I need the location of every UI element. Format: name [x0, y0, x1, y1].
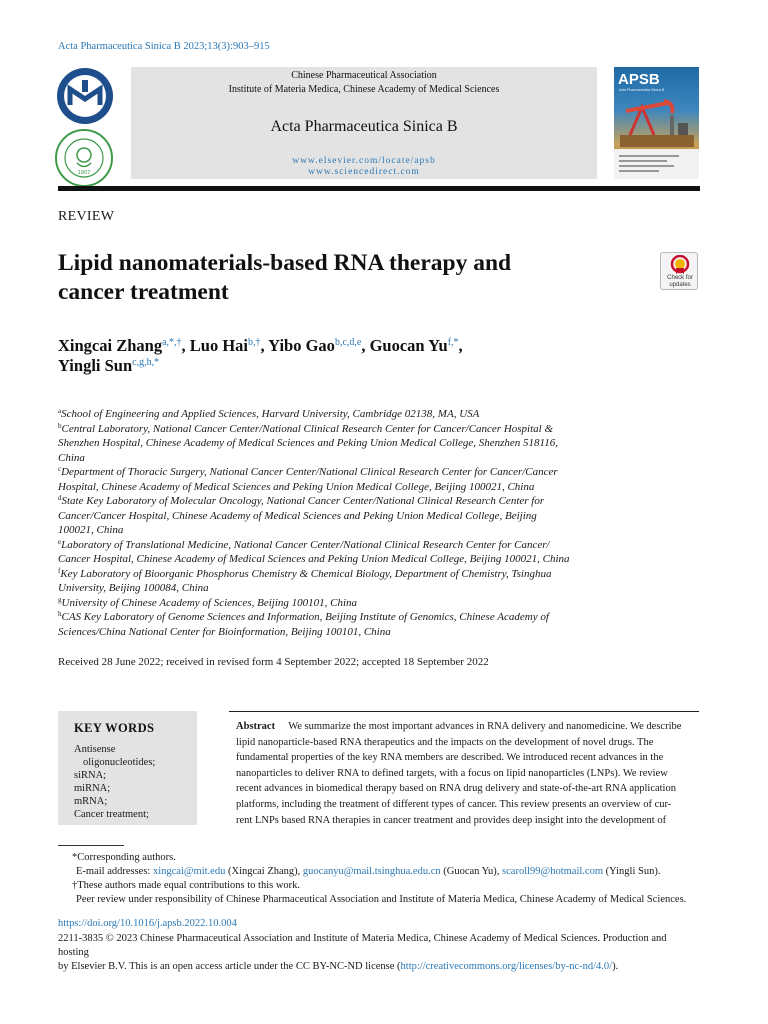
email-link[interactable]: xingcai@mit.edu	[152, 866, 226, 877]
peer-review-note: Peer review under responsibility of Chinese Pharmaceutical Association and Institute of Materia Medica, Chinese Academy of Medical Sciences.	[76, 894, 687, 905]
journal-title: Acta Pharmaceutica Sinica B	[270, 118, 458, 135]
affiliation-line: $^c$Department of Thoracic Surgery, National Cancer Center/National Clinical Research Center for Cancer/Cancer	[58, 465, 558, 478]
affiliation-line: $^h$CAS Key Laboratory of Genome Sciences and Information, Beijing Institute of Genomics, Chinese Academy of	[58, 610, 549, 623]
affiliation-line: University, Beijing 100084, China	[58, 582, 209, 594]
affiliation-line: $^a$School of Engineering and Applied Sciences, Harvard University, Cambridge 02138, MA, USA	[58, 407, 480, 420]
affiliation-line: $^d$State Key Laboratory of Molecular Oncology, National Cancer Center/National Clinical Research Center for	[58, 494, 545, 507]
abstract-line: We summarize the most important advances in RNA delivery and nanomedicine. We describe	[288, 721, 682, 732]
keyword-item: oligonucleotides;	[83, 757, 156, 768]
sciencedirect-url-link[interactable]: www.sciencedirect.com	[308, 167, 420, 177]
affiliation-key: e	[58, 537, 62, 546]
cover-title: APSB	[618, 71, 660, 88]
cover-subtitle: Acta Pharmaceutica Sinica B	[619, 88, 665, 92]
license-statement: 2211-3835 © 2023 Chinese Pharmaceutical Association and Institute of Materia Medica, Chinese Academy of Medical Sciences. Production and hosting by Elsevier B.V. This is an open access article under the CC BY-NC-ND license (http://creativecommons.org/licenses/by-nc-nd/4.0/).	[58, 933, 667, 972]
author-name: Yibo Gao	[268, 336, 335, 355]
email-link[interactable]: scaroll99@hotmail.com	[502, 866, 603, 877]
author-affiliation-marks: c,g,h,*	[132, 357, 160, 368]
affiliation-line: 100021, China	[58, 524, 124, 536]
association-line-2: Institute of Materia Medica, Chinese Academy of Medical Sciences	[228, 84, 500, 95]
keyword-item: mRNA;	[74, 796, 108, 807]
cover-footer	[614, 149, 699, 179]
email-addresses: E-mail addresses: xingcai@mit.edu (Xingcai Zhang), guocanyu@mail.tsinghua.edu.cn (Guocan Yu), scaroll99@hotmail.com (Yingli Sun).	[76, 866, 661, 877]
author-name: Luo Hai	[189, 336, 249, 355]
abstract-divider	[229, 711, 699, 712]
author-name: Yingli Sun	[58, 356, 133, 375]
license-link[interactable]: http://creativecommons.org/licenses/by-nc-nd/4.0/	[400, 961, 613, 972]
affiliation-line: Sciences/China National Center for Bioinformation, Beijing 100101, China	[58, 625, 391, 638]
affiliation-key: h	[58, 610, 62, 618]
affiliation-line: Hospital, Chinese Academy of Medical Sciences and Peking Union Medical College, Beijing 100021, China	[58, 480, 535, 493]
abstract-line: lipid nanoparticle-based RNA therapeutics and the impacts on the development of novel drugs. The	[236, 736, 654, 748]
abstract-line: rent LNPs based RNA therapies in cancer treatment and provides deep insight into the development of	[236, 814, 667, 826]
author-affiliation-marks: b,c,d,e	[334, 337, 362, 348]
journal-cover-image	[614, 67, 699, 179]
author-name: Xingcai Zhang	[58, 336, 163, 355]
doi-link[interactable]: https://doi.org/10.1016/j.apsb.2022.10.004	[58, 918, 237, 929]
seal-year: 1907	[77, 170, 91, 176]
affiliation-line: $^f$Key Laboratory of Bioorganic Phosphorus Chemistry & Chemical Biology, Department of Chemistry, Tsinghua	[58, 566, 552, 580]
abstract-line: nanoparticles to deliver RNA to defined targets, with a focus on lipid nanoparticles (LNPs). We review	[236, 767, 668, 779]
check-for-updates-label: Check for updates	[667, 275, 693, 288]
affiliation-line: Cancer Hospital, Chinese Academy of Medical Sciences and Peking Union Medical College, Beijing 100021, China	[58, 553, 570, 565]
journal-header	[131, 67, 597, 179]
affiliation-line: $^e$Laboratory of Translational Medicine, National Cancer Center/National Clinical Research Center for Cancer/	[58, 537, 550, 551]
article-title	[58, 249, 618, 307]
abstract-line: platforms, including the treatment of different types of cancer. This review presents an overview of cur-	[236, 798, 672, 810]
affiliation-line: Shenzhen Hospital, Chinese Academy of Medical Sciences and Peking Union Medical College, Shenzhen 518116,	[58, 437, 558, 449]
affiliation-line: $^b$Central Laboratory, National Cancer Center/National Clinical Research Center for Cancer/Cancer Hospital &	[58, 421, 554, 435]
affiliation-key: c	[58, 465, 62, 473]
abstract-text	[236, 719, 699, 828]
affiliation-line: Cancer/Cancer Hospital, Chinese Academy of Medical Sciences and Peking Union Medical College, Beijing	[58, 509, 537, 522]
keyword-item: miRNA;	[74, 783, 111, 794]
abstract-line: recent advances in biomedical therapy based on RNA drug delivery and state-of-the-art RNA application	[236, 783, 676, 795]
elsevier-url-link[interactable]: www.elsevier.com/locate/apsb	[292, 156, 436, 166]
title-line-2: cancer treatment	[58, 279, 229, 305]
oil-pump-illustration	[620, 97, 694, 147]
check-for-updates-button[interactable]	[660, 252, 698, 290]
keywords-title: KEY WORDS	[74, 721, 155, 735]
institute-seal-logo	[54, 128, 114, 188]
author-affiliation-marks: f,*	[447, 337, 459, 348]
author-list: Xingcai Zhang$^{a,*,\dagger}$, Luo Hai$^{b,\dagger}$, Yibo Gao$^{b,c,d,e}$, Guocan $Yu^{f,*}$, Yingli Sun$^{c,g,h,*}$	[58, 336, 463, 375]
keyword-item: siRNA;	[74, 770, 107, 781]
author-affiliation-marks: a,*,†	[162, 337, 182, 348]
equal-contribution-note: †These authors made equal contributions to this work.	[72, 880, 301, 891]
footnotes	[72, 851, 702, 907]
abstract-line: fundamental properties of the key RNA members are described. We introduced recent advances in the	[236, 752, 664, 764]
affiliation-key: g	[58, 595, 62, 604]
affiliation-line: China	[58, 451, 85, 464]
association-line-1: Chinese Pharmaceutical Association	[291, 70, 437, 81]
keyword-item: Cancer treatment;	[74, 809, 149, 820]
affiliation-key: d	[58, 494, 62, 502]
affiliation-list	[58, 407, 598, 639]
keywords-panel	[58, 711, 197, 825]
title-line-1: Lipid nanomaterials-based RNA therapy and	[58, 250, 512, 276]
footnote-divider	[58, 845, 124, 846]
society-emblem-logo	[56, 67, 114, 125]
header-divider	[58, 186, 700, 191]
received-dates: Received 28 June 2022; received in revised form 4 September 2022; accepted 18 September 2022	[58, 656, 489, 668]
corresponding-note: *Corresponding authors.	[72, 852, 176, 863]
affiliation-key: b	[58, 421, 62, 430]
running-head: Acta Pharmaceutica Sinica B 2023;13(3):903–915	[58, 41, 270, 52]
article-type: REVIEW	[58, 209, 115, 224]
affiliation-key: f	[58, 566, 61, 575]
email-link[interactable]: guocanyu@mail.tsinghua.edu.cn	[302, 866, 441, 877]
abstract-label: Abstract	[236, 721, 276, 732]
keyword-item: Antisense	[74, 744, 116, 755]
author-name: Guocan Yu	[369, 336, 448, 355]
affiliation-line: $^g$University of Chinese Academy of Sciences, Beijing 100101, China	[58, 595, 358, 609]
affiliation-key: a	[58, 407, 62, 415]
bookmark-ribbon-icon	[670, 255, 690, 275]
author-affiliation-marks: b,†	[248, 337, 261, 348]
